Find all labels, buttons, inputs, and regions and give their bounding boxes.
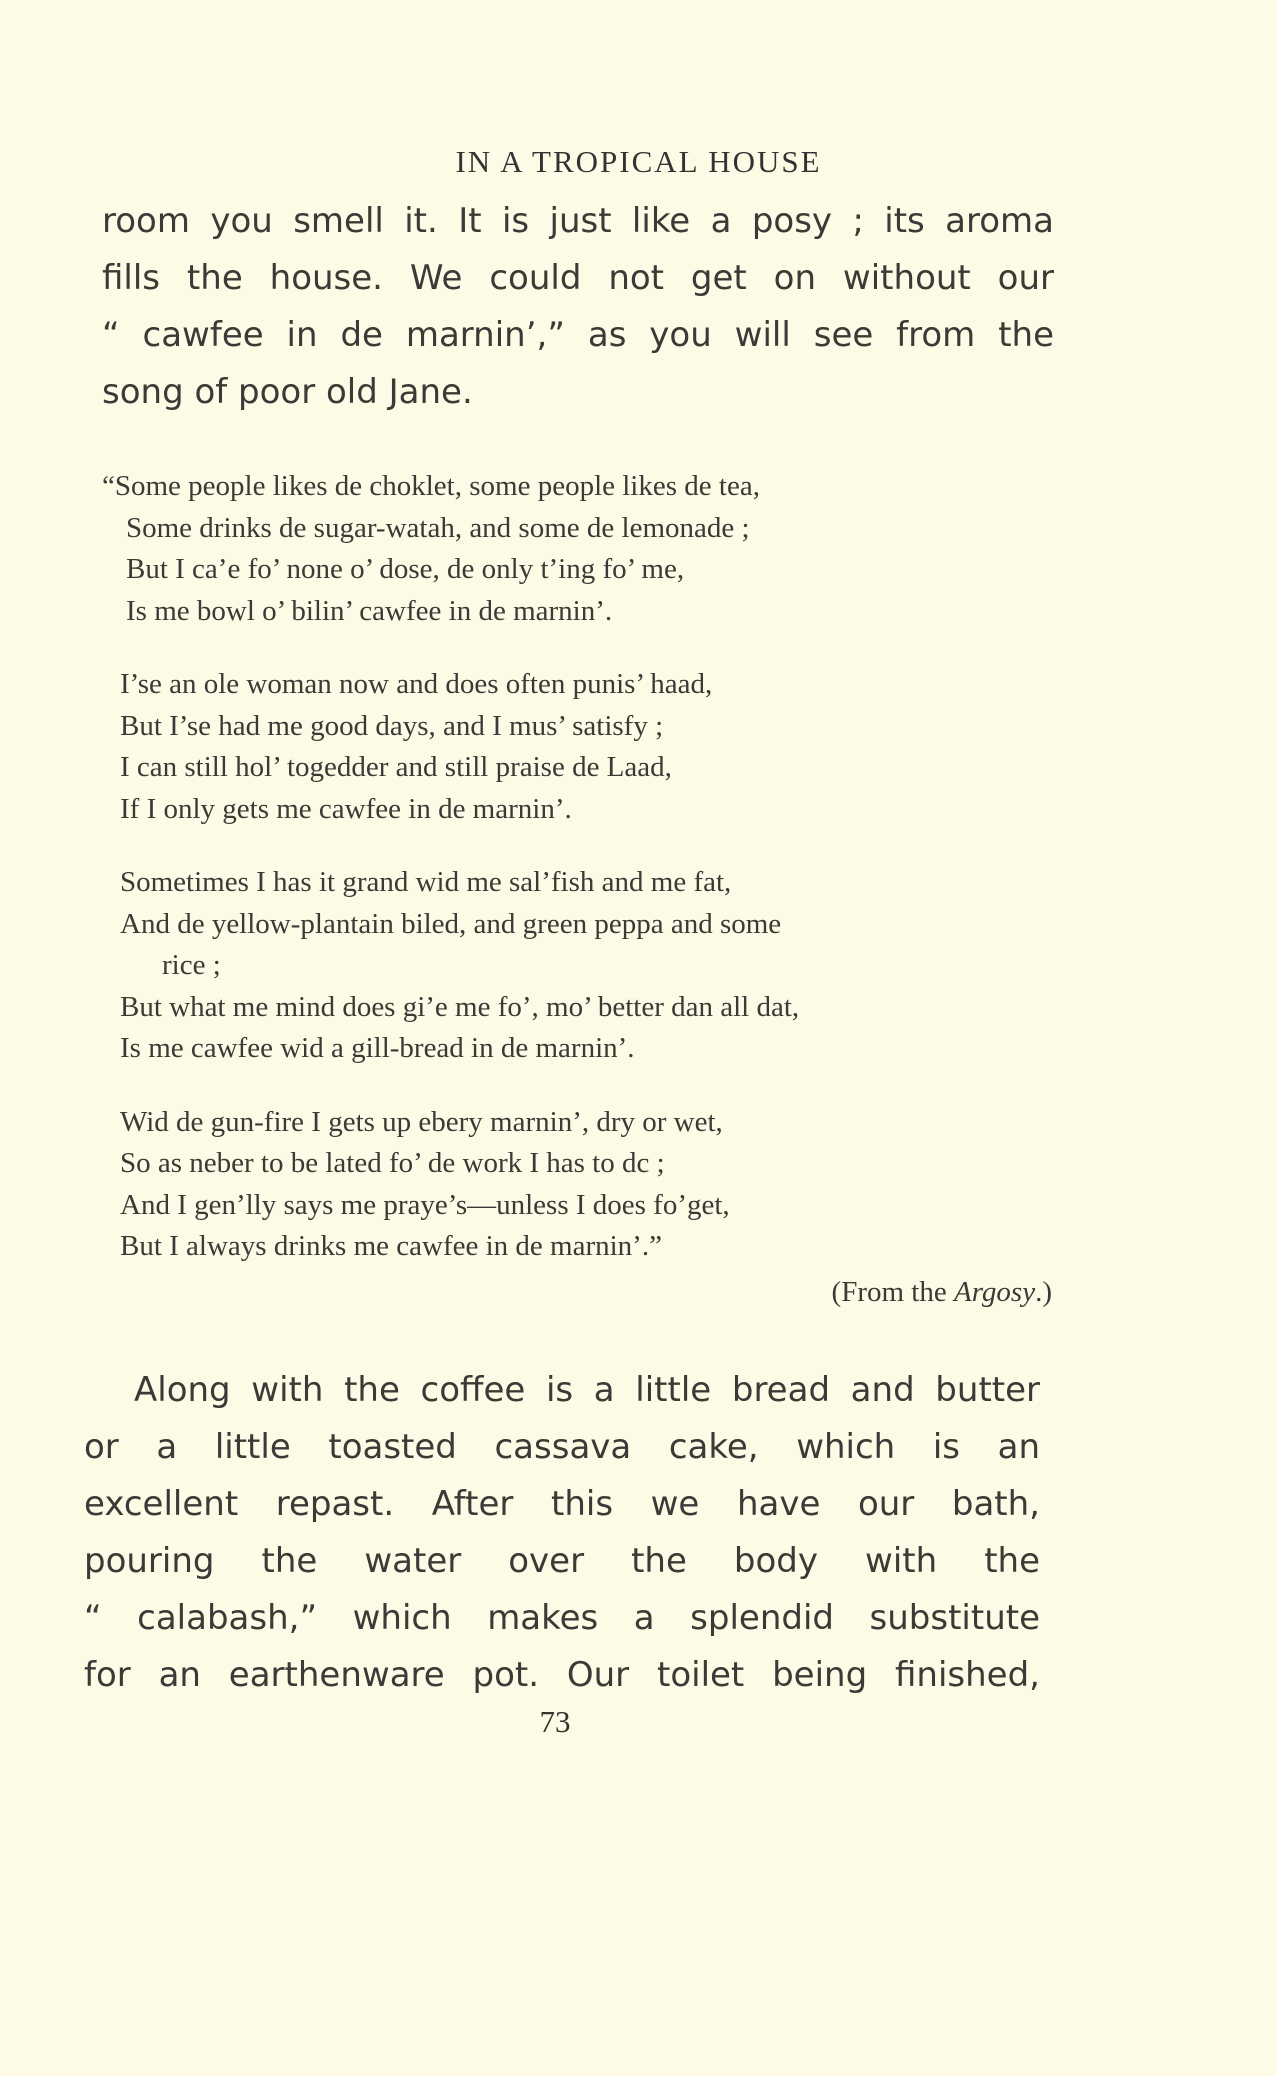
prose-line: “ calabash,” which makes a splendid substitute <box>84 1598 1040 1638</box>
verse-line: And I gen’lly says me praye’s—unless I does fo’get, <box>120 1188 730 1221</box>
verse-line: Is me cawfee wid a gill-bread in de marnin’. <box>120 1032 635 1064</box>
prose-line: or a little toasted cassava cake, which is an <box>84 1427 1040 1467</box>
prose-line: song of poor old Jane. <box>102 372 473 412</box>
verse-line: But I ca’e fo’ none o’ dose, de only t’ing fo’ me, <box>126 553 685 585</box>
poem <box>102 466 1062 1313</box>
source-suffix: .) <box>1035 1275 1052 1308</box>
running-header: IN A TROPICAL HOUSE <box>455 144 822 179</box>
stanza-2 <box>102 664 1062 830</box>
verse-line: But I always drinks me cawfee in de marnin’.” <box>120 1230 662 1262</box>
prose-line: fills the house. We could not get on without our <box>102 258 1054 298</box>
verse-line: Wid de gun-fire I gets up ebery marnin’, dry or wet, <box>120 1105 723 1138</box>
source-title: Argosy <box>953 1275 1036 1308</box>
prose-line: excellent repast. After this we have our bath, <box>84 1484 1040 1524</box>
prose-line: pouring the water over the body with the <box>84 1541 1040 1581</box>
verse-line: Is me bowl o’ bilin’ cawfee in de marnin’. <box>126 594 613 627</box>
page-number: 73 <box>539 1704 571 1739</box>
verse-line: I can still hol’ togedder and still praise de Laad, <box>120 751 672 783</box>
stanza-1 <box>102 466 1062 632</box>
verse-line: But what me mind does gi’e me fo’, mo’ better dan all dat, <box>120 990 800 1023</box>
verse-line: If I only gets me cawfee in de marnin’. <box>120 792 572 825</box>
poem-source-citation <box>102 1272 1062 1314</box>
prose-line: Along with the coffee is a little bread and butter <box>134 1370 1040 1410</box>
verse-line: I’se an ole woman now and does often punis’ haad, <box>120 668 713 700</box>
prose-paragraph-bottom <box>84 1362 1040 1704</box>
prose-paragraph-top <box>102 193 1054 421</box>
stanza-4 <box>102 1102 1062 1268</box>
verse-line: Sometimes I has it grand wid me sal’fish and me fat, <box>120 866 732 898</box>
prose-line: for an earthenware pot. Our toilet being finished, <box>84 1655 1040 1695</box>
prose-line: room you smell it. It is just like a posy ; its aroma <box>102 201 1054 241</box>
stanza-3 <box>102 862 1062 1070</box>
verse-line: “Some people likes de choklet, some people likes de tea, <box>102 470 760 502</box>
prose-line: “ cawfee in de marnin’,” as you will see from the <box>102 315 1054 355</box>
verse-line: Some drinks de sugar-watah, and some de lemonade ; <box>126 511 750 544</box>
verse-line: And de yellow-plantain biled, and green peppa and some <box>120 907 782 940</box>
verse-line: So as neber to be lated fo’ de work I has to dc ; <box>120 1147 665 1179</box>
source-prefix: (From the <box>831 1275 954 1308</box>
verse-line: rice ; <box>162 949 221 981</box>
verse-line: But I’se had me good days, and I mus’ satisfy ; <box>120 709 664 742</box>
